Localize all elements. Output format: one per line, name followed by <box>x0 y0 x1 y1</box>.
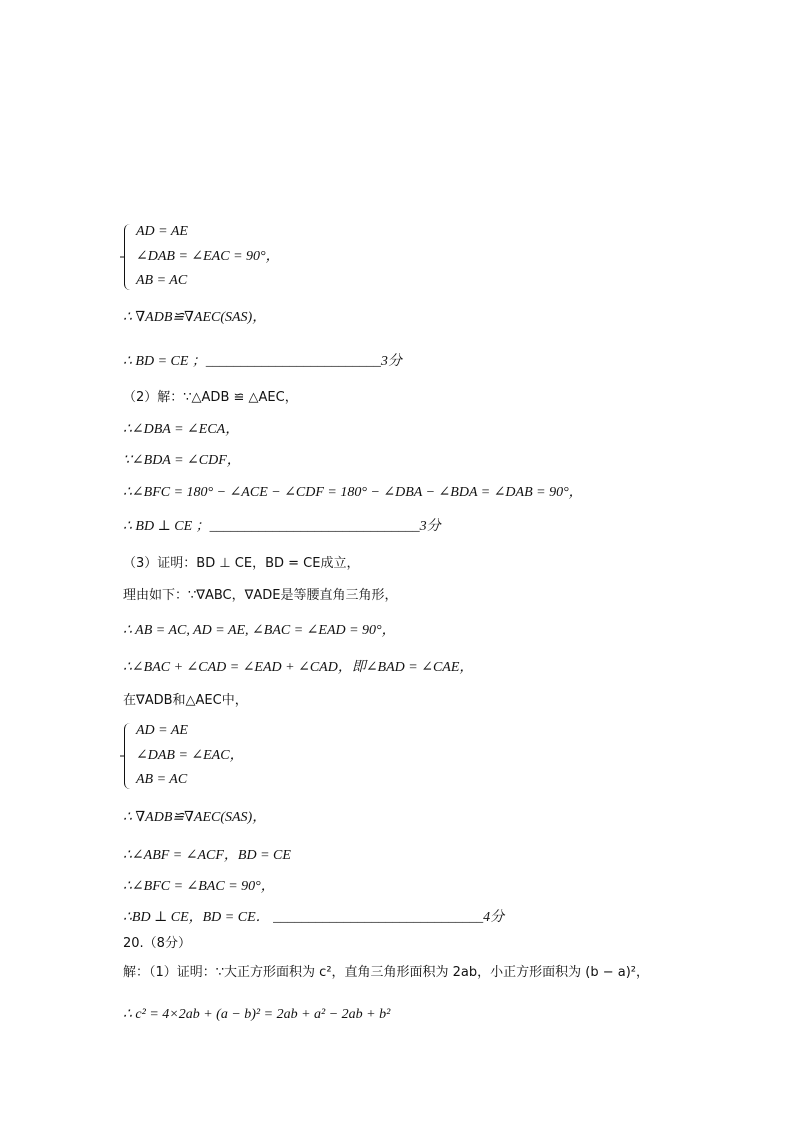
question-heading: 20.（8分） <box>123 936 191 951</box>
system-brace <box>124 723 133 789</box>
conclusion-line: ∴BD ⊥ CE，BD = CE． ______________________________4分 <box>123 910 505 925</box>
equation-line: AD = AE <box>136 224 188 239</box>
equation-line: AD = AE <box>136 723 188 738</box>
part-2-heading: （2）解：∵△ADB ≌ △AEC， <box>123 390 298 405</box>
equation-line: AB = AC <box>136 273 188 288</box>
equation-line: ∠DAB = ∠EAC = 90°， <box>136 249 280 264</box>
part-1-heading: 解：（1）证明：∵大正方形面积为 c²，直角三角形面积为 2ab，小正方形面积为 (b − a)²， <box>123 965 650 980</box>
part-3-heading: （3）证明：BD ⊥ CE，BD = CE成立， <box>123 556 360 571</box>
step-line: ∴∠ABF = ∠ACF，BD = CE <box>123 848 291 863</box>
reason-line: 理由如下：∵∇ABC，∇ADE是等腰直角三角形， <box>123 588 398 603</box>
step-line: ∴∠BFC = 180° − ∠ACE − ∠CDF = 180° − ∠DBA − ∠BDA = ∠DAB = 90°， <box>123 485 583 500</box>
step-line: ∴ AB = AC, AD = AE, ∠BAC = ∠EAD = 90°， <box>123 623 396 638</box>
step-line: ∴ BD ⊥ CE ；______________________________3分 <box>123 519 441 534</box>
system-brace <box>124 224 133 290</box>
step-line: ∵∠BDA = ∠CDF， <box>123 453 241 468</box>
conclusion-line: ∴ ∇ADB≌∇AEC(SAS)， <box>123 810 267 825</box>
step-line: ∴∠BAC + ∠CAD = ∠EAD + ∠CAD，即∠BAD = ∠CAE， <box>123 660 474 675</box>
conclusion-line: ∴ BD = CE ；_________________________3分 <box>123 354 402 369</box>
equation-line: ∠DAB = ∠EAC， <box>136 748 244 763</box>
equation-line: AB = AC <box>136 772 188 787</box>
step-line: ∴∠BFC = ∠BAC = 90°， <box>123 879 275 894</box>
step-line: 在∇ADB和△AEC中， <box>123 693 248 708</box>
equation-line: ∴ c² = 4×2ab + (a − b)² = 2ab + a² − 2ab + b² <box>123 1007 391 1022</box>
step-line: ∴∠DBA = ∠ECA， <box>123 422 240 437</box>
conclusion-line: ∴ ∇ADB≌∇AEC(SAS)， <box>123 310 267 325</box>
